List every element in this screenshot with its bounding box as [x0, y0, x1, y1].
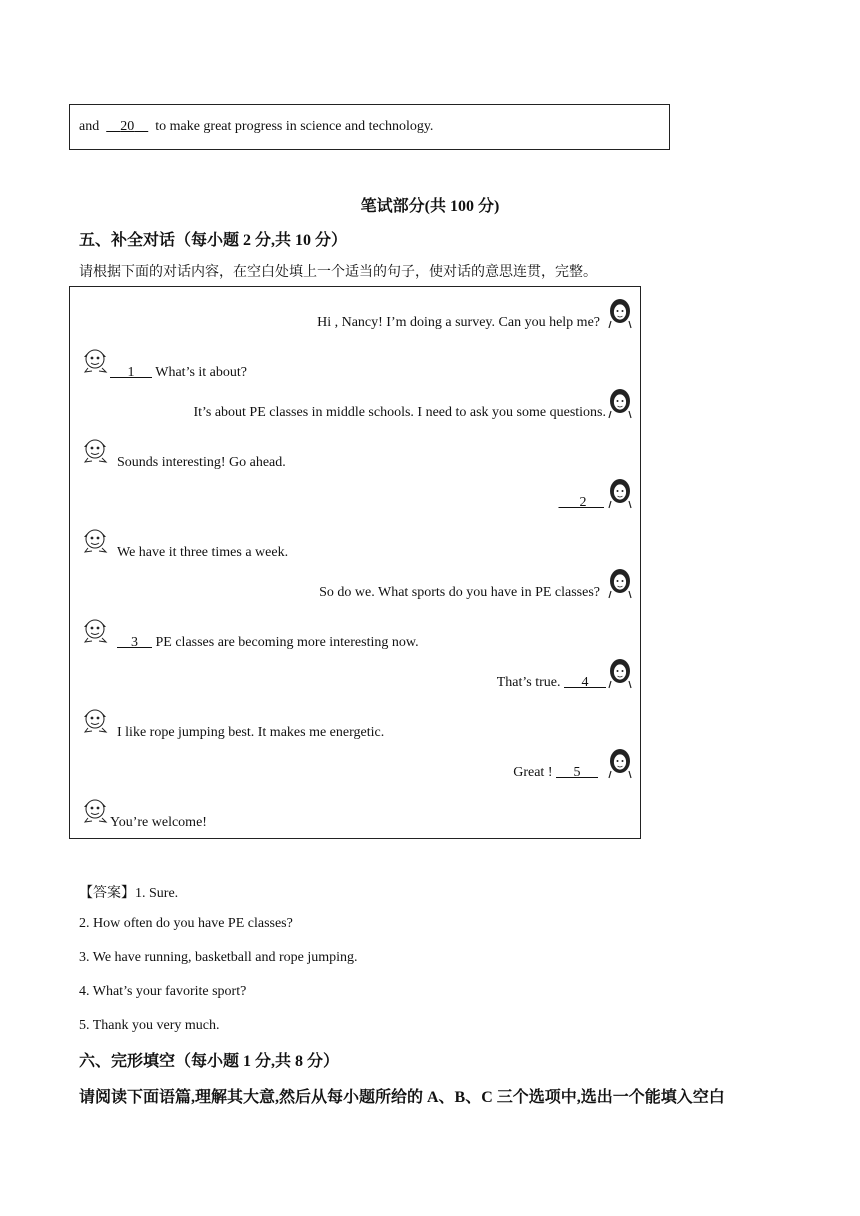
part6-header: 六、完形填空（每小题 1 分,共 8 分） [79, 1053, 340, 1070]
line-prefix: Great ! [513, 765, 553, 780]
written-section-title: 笔试部分(共 100 分) [360, 198, 500, 215]
line-text: I like rope jumping best. It makes me energetic. [117, 725, 385, 740]
answer-text: 1. Sure. [135, 886, 179, 901]
answer-3: 3. We have running, basketball and rope jumping. [79, 950, 358, 965]
blank-2 [559, 495, 605, 510]
part6-instruction: 请阅读下面语篇,理解其大意,然后从每小题所给的 A、B、C 三个选项中,选出一个能填入空白 [79, 1089, 725, 1106]
girl-avatar-icon [605, 657, 635, 689]
boy-avatar-icon [80, 613, 110, 645]
blank-3 [117, 635, 152, 650]
boy-avatar-icon [80, 343, 110, 375]
blank-1 [110, 365, 152, 380]
line-text: Sounds interesting! Go ahead. [117, 455, 286, 470]
answer-label: 【答案】 [79, 886, 135, 901]
line-text: You’re welcome! [110, 815, 207, 830]
dialog-line-8 [117, 635, 419, 651]
dialog-line-9 [497, 675, 606, 691]
dialog-line-11 [513, 765, 598, 781]
answer-4: 4. What’s your favorite sport? [79, 984, 247, 999]
blank-number: 20 [120, 119, 135, 134]
blank-number: 4 [581, 675, 589, 690]
boy-avatar-icon [80, 433, 110, 465]
dialog-line-7 [319, 585, 600, 601]
blank-number: 3 [131, 635, 138, 650]
girl-avatar-icon [605, 567, 635, 599]
answer-1 [79, 882, 178, 902]
line-text: What’s it about? [155, 365, 248, 380]
line-text: So do we. What sports do you have in PE classes? [319, 585, 600, 600]
passage-last-line [79, 119, 433, 135]
blank-4 [564, 675, 606, 690]
girl-avatar-icon [605, 477, 635, 509]
line-suffix: to make great progress in science and technology. [155, 119, 434, 134]
line-text: It’s about PE classes in middle schools. I need to ask you some questions. [193, 405, 606, 420]
dialog-line-2 [110, 365, 247, 381]
line-text: PE classes are becoming more interesting now. [155, 635, 419, 650]
part5-instruction: 请根据下面的对话内容，在空白处填上一个适当的句子，使对话的意思连贯，完整。 [79, 265, 597, 280]
blank-number: 1 [127, 365, 135, 380]
dialog-line-3 [193, 405, 606, 421]
line-text: Hi , Nancy! I’m doing a survey. Can you help me? [317, 315, 600, 330]
blank-20 [106, 119, 148, 134]
part5-header: 五、补全对话（每小题 2 分,共 10 分） [79, 232, 348, 249]
girl-avatar-icon [605, 387, 635, 419]
dialog-line-5 [559, 495, 605, 511]
line-prefix: and [79, 119, 100, 134]
dialog-line-12 [110, 815, 207, 831]
answer-2: 2. How often do you have PE classes? [79, 916, 293, 931]
boy-avatar-icon [80, 793, 110, 825]
line-prefix: That’s true. [496, 675, 561, 690]
blank-number: 2 [579, 495, 587, 510]
previous-passage-box [69, 104, 670, 150]
answer-5: 5. Thank you very much. [79, 1018, 220, 1033]
blank-number: 5 [573, 765, 581, 780]
girl-avatar-icon [605, 747, 635, 779]
dialog-box [69, 286, 641, 839]
boy-avatar-icon [80, 703, 110, 735]
line-text: We have it three times a week. [117, 545, 289, 560]
blank-5 [556, 765, 598, 780]
dialog-line-10 [117, 725, 384, 741]
dialog-line-4 [117, 455, 286, 471]
dialog-line-6 [117, 545, 288, 561]
boy-avatar-icon [80, 523, 110, 555]
girl-avatar-icon [605, 297, 635, 329]
dialog-line-1 [317, 315, 600, 331]
